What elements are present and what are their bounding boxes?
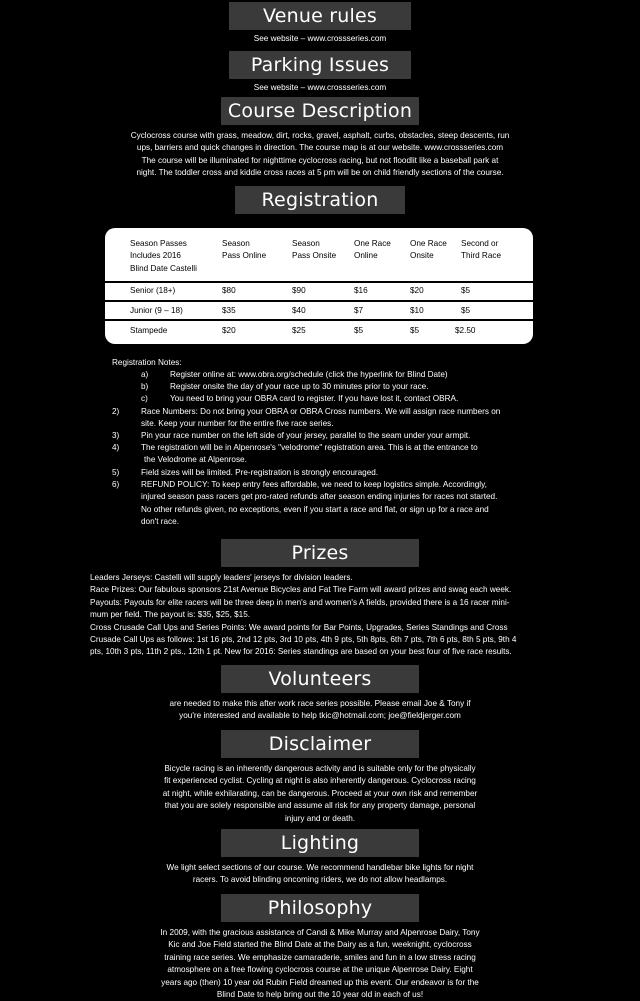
philosophy-heading: Philosophy bbox=[221, 894, 419, 922]
note-text: the Velodrome at Alpenrose. bbox=[144, 455, 247, 464]
course-description-text bbox=[100, 130, 540, 180]
registration-notes-title: Registration Notes: bbox=[112, 358, 182, 367]
philosophy-line: Blind Date to help bring out the 10 year old in each of us! bbox=[216, 990, 424, 1000]
volunteers-heading: Volunteers bbox=[221, 665, 419, 693]
note-text: Field sizes will be limited. Pre-registration is strongly encouraged. bbox=[141, 468, 379, 477]
volunteers-text bbox=[100, 698, 540, 723]
parking-heading: Parking Issues bbox=[229, 51, 411, 79]
note-number: 6) bbox=[112, 480, 120, 489]
prizes-line: Cross Crusade Call Ups and Series Points: We award points for Bar Points, Upgrades, Series Standings and Cross bbox=[90, 622, 508, 632]
course-description-heading: Course Description bbox=[221, 97, 419, 125]
course-line: Cyclocross course with grass, meadow, dirt, rocks, gravel, asphalt, curbs, obstacles, steep descents, run bbox=[130, 131, 510, 140]
note-number: 4) bbox=[112, 443, 120, 452]
note-text: The registration will be in Alpenrose's "velodrome" registration area. This is at the entrance to bbox=[141, 443, 478, 452]
disclaimer-line: fit experienced cyclist. Cycling at night is also inherently dangerous. Cyclocross racing bbox=[164, 776, 476, 786]
disclaimer-line: that you are solely responsible and assume all risk for any property damage, personal bbox=[164, 801, 476, 811]
prizes-line: Payouts: Payouts for elite racers will be three deep in men's and women's A fields, provided there is a 16 racer mini- bbox=[90, 597, 510, 607]
disclaimer-line: at night, while exhilarating, can be dangerous. Proceed at your own risk and remember bbox=[162, 788, 478, 798]
prizes-text bbox=[90, 572, 560, 659]
table-header-cell: One Race Online bbox=[354, 239, 391, 261]
note-text: site. Keep your number for the entire five race series. bbox=[141, 419, 334, 428]
lighting-line: We light select sections of our course. We recommend handlebar bike lights for night bbox=[166, 863, 474, 872]
philosophy-line: Kic and Joe Field started the Blind Date at the Dairy as a fun, weeknight, cyclocross bbox=[168, 940, 472, 950]
table-header-cell: One Race Onsite bbox=[410, 239, 447, 261]
table-divider bbox=[105, 300, 533, 302]
prizes-line: Race Prizes: Our fabulous sponsors 21st Avenue Bicycles and Fat Tire Farm will award prizes and swag each week. bbox=[90, 585, 512, 595]
course-line: The course will be illuminated for nighttime cyclocross racing, but not floodlit like a baseball park at bbox=[141, 155, 499, 165]
disclaimer-text bbox=[100, 763, 540, 825]
note-text: You need to bring your OBRA card to register. If you have lost it, contact OBRA. bbox=[170, 394, 459, 403]
table-header-cell: Season Pass Onsite bbox=[292, 239, 337, 261]
note-text: Pin your race number on the left side of your jersey, parallel to the seam under your armpit. bbox=[141, 431, 471, 440]
philosophy-line: In 2009, with the gracious assistance of Candi & Mike Murray and Alpenrose Dairy, Tony bbox=[160, 928, 480, 937]
note-text: REFUND POLICY: To keep entry fees affordable, we need to keep logistics simple. Accordingly, bbox=[141, 480, 487, 489]
philosophy-text bbox=[100, 927, 540, 1001]
table-header-cell: Season Pass Online bbox=[222, 239, 267, 261]
prizes-line: Leaders Jerseys: Castelli will supply leaders' jerseys for division leaders. bbox=[90, 573, 353, 582]
table-header-cell: Second or Third Race bbox=[461, 239, 502, 261]
disclaimer-heading: Disclaimer bbox=[221, 730, 419, 758]
note-number: b) bbox=[141, 382, 149, 391]
venue-rules-heading: Venue rules bbox=[229, 2, 411, 30]
course-line: night. The toddler cross and kiddie cross races at 5 pm will be on child friendly sections of the course. bbox=[136, 168, 504, 178]
lighting-line: racers. To avoid blinding oncoming riders, we do not allow headlamps. bbox=[192, 875, 448, 885]
note-text: No other refunds given, no exceptions, even if you start a race and flat, or sign up for a race and bbox=[141, 505, 489, 514]
note-text: Register online at: www.obra.org/schedule (click the hyperlink for Blind Date) bbox=[170, 370, 448, 379]
venue-rules-text: See website – www.crossseries.com bbox=[253, 34, 387, 43]
prizes-heading: Prizes bbox=[221, 539, 419, 567]
table-divider bbox=[105, 281, 533, 283]
table-divider bbox=[105, 319, 533, 321]
philosophy-line: atmosphere on a free flowing cyclocross course at the unique Alpenrose Dairy. Eight bbox=[167, 965, 473, 975]
volunteers-line: are needed to make this after work race series possible. Please email Joe & Tony if bbox=[169, 699, 471, 708]
prizes-line: pts, 10th 3 pts, 11th 2 pts., 12th 1 pt. New for 2016: Series standings are based on your best four of five race results. bbox=[90, 647, 512, 657]
note-number: 3) bbox=[112, 431, 120, 440]
prizes-line: mum per field. The payout is: $35, $25, $15. bbox=[90, 610, 251, 620]
disclaimer-line: Bicycle racing is an inherently dangerous activity and is suitable only for the physically bbox=[164, 764, 476, 773]
note-number: c) bbox=[141, 394, 148, 403]
philosophy-line: training race series. We emphasize camaraderie, smiles and fun in a low stress racing bbox=[164, 952, 476, 962]
disclaimer-line: injury and or death. bbox=[284, 813, 356, 823]
note-text: Race Numbers: Do not bring your OBRA or OBRA Cross numbers. We will assign race numbers on bbox=[141, 407, 501, 416]
note-number: a) bbox=[141, 370, 149, 379]
lighting-text bbox=[100, 862, 540, 887]
note-number: 5) bbox=[112, 468, 120, 477]
registration-table: Season Passes Includes 2016 Blind Date Castelli Season Pass Online Season Pass Onsite One Race Online One Race Onsite Second or Third Race Senior (18+) $80 $90 $16 $20 $5 Junior (9 – 18) $35 $40 $7 $10 $5 Stampede $20 $25 $5 $5 $2.50 bbox=[105, 228, 533, 344]
table-header-cell: Season Passes Includes 2016 Blind Date Castelli bbox=[130, 239, 197, 273]
note-text: don't race. bbox=[141, 517, 179, 526]
note-text: injured season pass racers get pro-rated refunds after season ending injuries for races not started. bbox=[141, 492, 498, 501]
note-number: 2) bbox=[112, 407, 120, 416]
parking-text: See website – www.crossseries.com bbox=[253, 83, 387, 92]
prizes-line: Crusade Call Ups as follows: 1st 16 pts, 2nd 12 pts, 3rd 10 pts, 4th 9 pts, 5th 8pts, 6th 7 pts, 7th 6 pts, 8th 5 pts, 9th 4 bbox=[90, 635, 517, 645]
philosophy-line: years ago (then) 10 year old Rubin Field dreamed up this event. Our endeavor is for the bbox=[161, 977, 479, 987]
registration-heading: Registration bbox=[235, 186, 405, 214]
lighting-heading: Lighting bbox=[221, 829, 419, 857]
note-text: Register onsite the day of your race up to 30 minutes prior to your race. bbox=[170, 382, 429, 391]
volunteers-line: you're interested and available to help tkic@hotmail.com; joe@fieldjerger.com bbox=[179, 711, 461, 721]
course-line: ups, barriers and quick changes in direction. The course map is at our website. www.crossseries.com bbox=[136, 143, 504, 153]
